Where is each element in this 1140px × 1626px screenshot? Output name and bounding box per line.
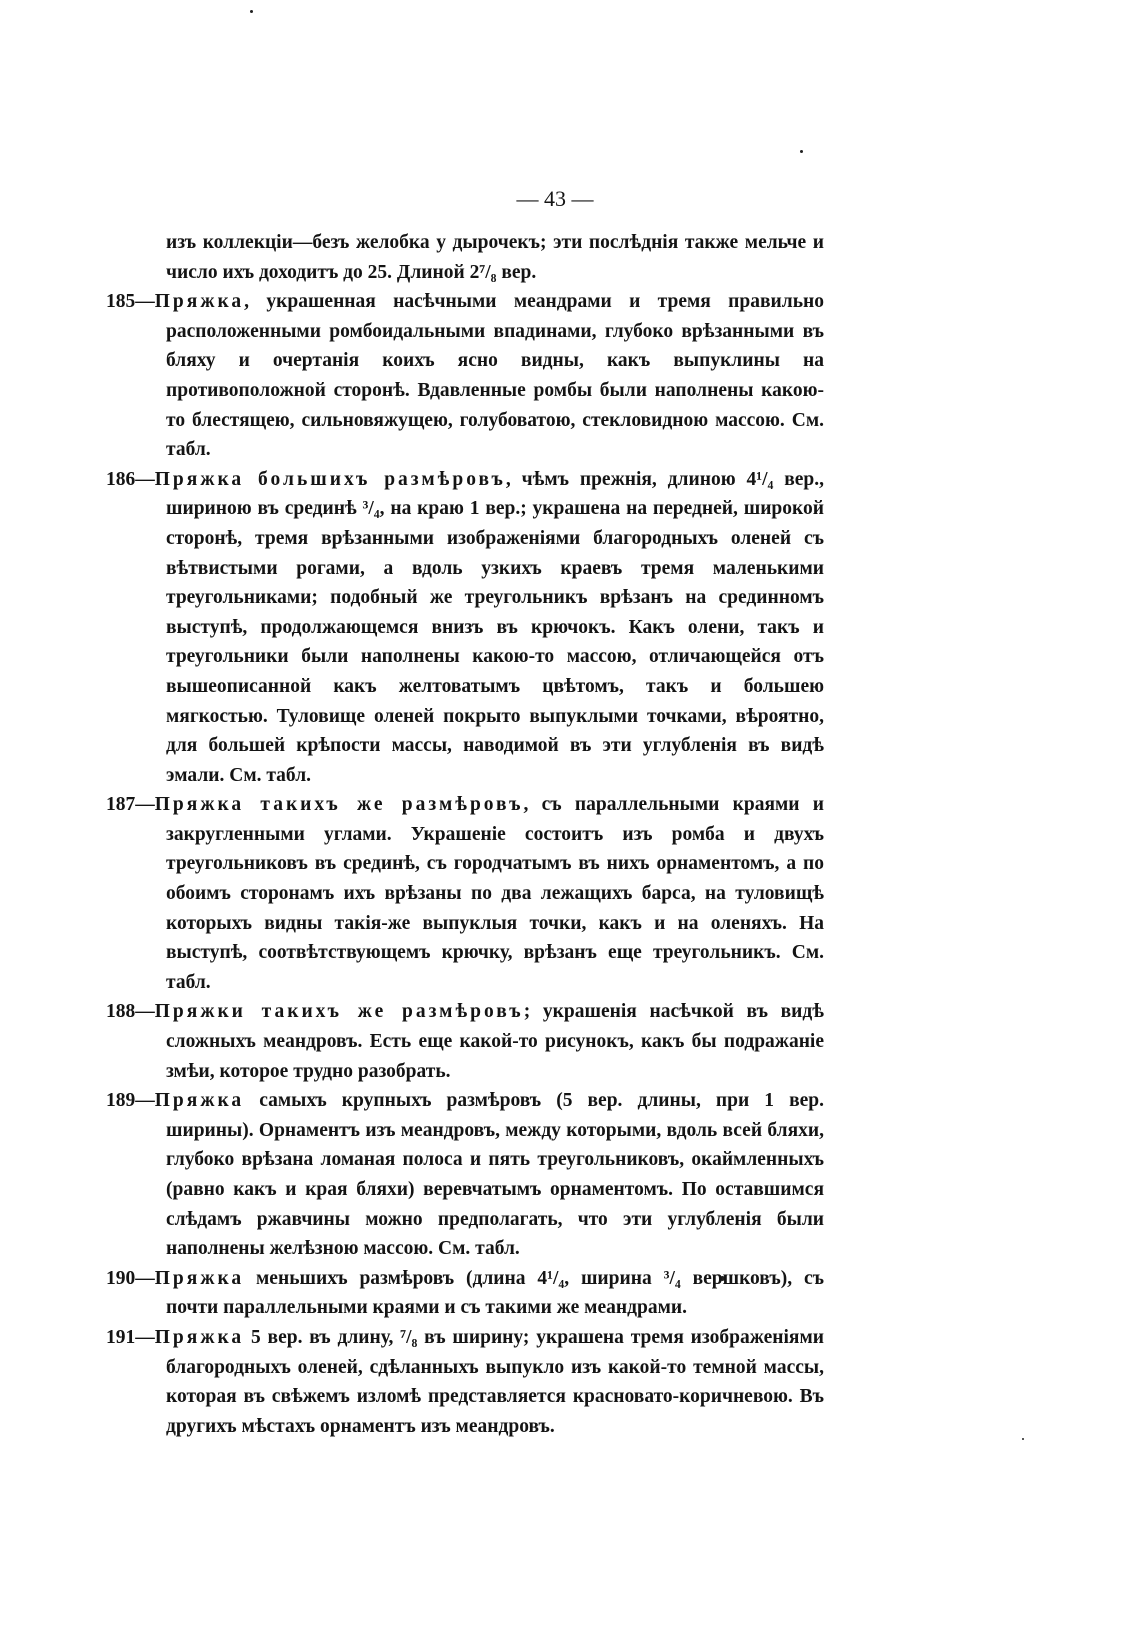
entry-text: меньшихъ размѣровъ (длина 4¹/₄, ширина ³/₄ вершковъ), съ почти параллельными краями и съ такими же меандрами. [166,1267,824,1319]
ink-speck [800,150,803,153]
entry-lead: Пряжки такихъ же размѣровъ [154,1001,524,1023]
entry-lead: Пряжка [154,1090,245,1112]
page-number: — 43 — [516,186,594,211]
entry-lead: Пряжка большихъ размѣровъ [154,468,506,490]
ink-speck [1022,1438,1024,1440]
catalog-entry-189 [106,1086,824,1264]
catalog-entry-186 [106,465,824,791]
ink-speck [250,10,253,13]
entry-text: самыхъ крупныхъ размѣровъ (5 вер. длины, при 1 вер. ширины). Орнаментъ изъ меандровъ, между которыми, вдоль всей бляхи, глубоко врѣзана ломаная полоса и пять треугольниковъ, окаймленныхъ (равно какъ и края бляхи) веревчатымъ орнаментомъ. По оставшимся слѣдамъ ржавчины можно предполагать, что эти углубленія были наполнены желѣзною массою. См. табл. [166,1090,824,1260]
continuation-paragraph: изъ коллекціи—безъ желобка у дырочекъ; эти послѣднія также мельче и число ихъ доходитъ до 25. Длиной 2⁷/₈ вер. [166,232,824,283]
text-body [106,228,824,1441]
entry-text: ; украшенія насѣчкой въ видѣ сложныхъ меандровъ. Есть еще какой-то рисунокъ, какъ бы подражаніе змѣи, которое трудно разобрать. [166,1001,824,1082]
entry-lead: Пряжка такихъ же размѣровъ [154,794,524,816]
entry-number: 185— [106,291,155,313]
entry-number: 190— [106,1267,155,1289]
catalog-entry-188 [106,997,824,1086]
entry-number: 186— [106,468,155,490]
entry-number: 188— [106,1001,155,1023]
entry-text: , съ параллельными краями и закругленными углами. Украшеніе состоитъ изъ ромба и двухъ треугольниковъ въ срединѣ, съ городчатымъ въ нихъ орнаментомъ, а по обоимъ сторонамъ ихъ врѣзаны по два лежащихъ барса, на туловищѣ которыхъ видны такія-же выпуклыя точки, какъ и на оленяхъ. На выступѣ, соотвѣтствующемъ крючку, врѣзанъ еще треугольникъ. См. табл. [166,794,824,993]
entry-text: , украшенная насѣчными меандрами и тремя правильно расположенными ромбоидальными впадинами, глубоко врѣзанными въ бляху и очертанія коихъ ясно видны, какъ выпуклины на противоположной сторонѣ. Вдавленные ромбы были наполнены какою-то блестящею, сильновяжущею, голубоватою, стекловидною массою. См. табл. [166,291,824,461]
catalog-entry-185 [106,287,824,465]
entry-text: , чѣмъ прежнія, длиною 4¹/₄ вер., шириною въ срединѣ ³/₄, на краю 1 вер.; украшена на передней, широкой сторонѣ, тремя врѣзанными изображеніями благородныхъ оленей съ вѣтвистыми рогами, а вдоль узкихъ краевъ тремя маленькими треугольниками; подобный же треугольникъ врѣзанъ на срединномъ выступѣ, продолжающемся внизъ въ крючокъ. Какъ олени, такъ и треугольники были наполнены какою-то массою, отличающейся отъ вышеописанной какъ желтоватымъ цвѣтомъ, такъ и большею мягкостью. Туловище оленей покрыто выпуклыми точками, вѣроятно, для большей крѣпости массы, наводимой въ эти углубленія въ видѣ эмали. См. табл. [166,468,824,786]
catalog-entry-190 [106,1264,824,1323]
entry-lead: Пряжка [154,1326,245,1348]
catalog-entry-187 [106,790,824,997]
entry-number: 189— [106,1090,155,1112]
catalog-entry-191 [106,1323,824,1441]
entry-lead: Пряжка [154,291,245,313]
entry-text: 5 вер. въ длину, ⁷/₈ въ ширину; украшена тремя изображеніями благородныхъ оленей, сдѣланныхъ выпукло изъ какой-то темной массы, которая въ свѣжемъ изломѣ представляется красновато-коричневою. Въ другихъ мѣстахъ орнаментъ изъ меандровъ. [166,1326,824,1437]
entry-lead: Пряжка [154,1267,245,1289]
entry-number: 191— [106,1326,155,1348]
entry-number: 187— [106,794,155,816]
